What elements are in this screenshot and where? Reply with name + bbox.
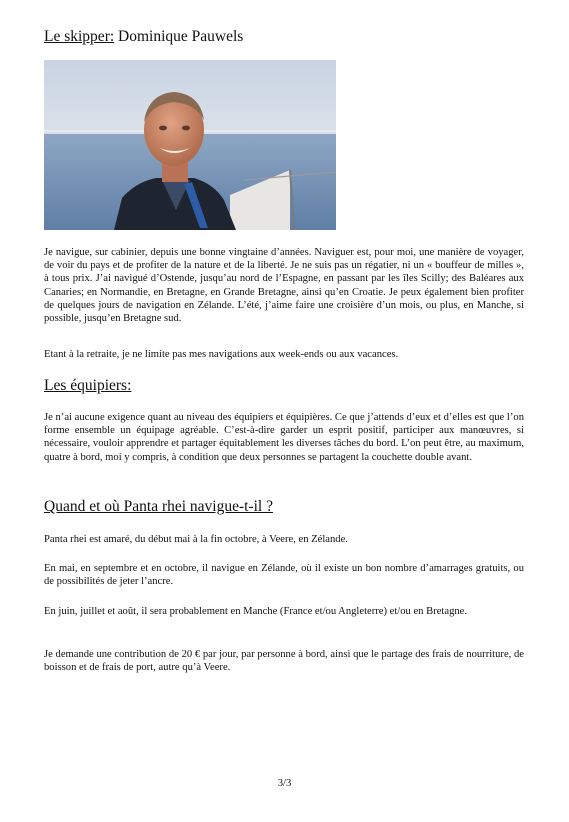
skipper-label: Le skipper: [44, 28, 115, 45]
skipper-heading [44, 28, 243, 46]
intro-retirement-line: Etant à la retraite, je ne limite pas mes navigations aux week-ends ou aux vacances. [44, 349, 399, 360]
skipper-photo [44, 60, 336, 230]
where-paragraph-1: Panta rhei est amaré, du début mai à la fin octobre, à Veere, en Zélande. [44, 534, 348, 545]
where-paragraph-4: Je demande une contribution de 20 € par jour, par personne à bord, ainsi que le partage des frais de nourriture, de boisson et de frais de port, autre qu’à Veere. [44, 649, 524, 674]
page-number: 3/3 [277, 778, 292, 789]
crew-heading: Les équipiers: [44, 377, 132, 394]
skipper-name: Dominique Pauwels [118, 28, 244, 45]
intro-paragraph: Je navigue, sur cabinier, depuis une bonne vingtaine d’années. Naviguer est, pour moi, une manière de voyager, de voir du pays et de profiter de la nature et de la liberté. Je ne suis pas un régatier, ni un « bouffeur de milles », à tous prix. J’ai navigué d’Ostende, jusqu’au nord de l’Espagne, en passant par les îles Scilly; des Baléares aux Canaries; en Normandie, en Bretagne, en Grande Bretagne, ainsi qu’en Croatie. Je peux également bien profiter de quelques jours de navigation en Zélande. L’été, j’aime faire une croisière d’un mois, ou plus, en Manche, si possible, jusqu’en Bretagne sud. [44, 247, 524, 325]
where-heading: Quand et où Panta rhei navigue-t-il ? [44, 498, 273, 515]
where-paragraph-2: En mai, en septembre et en octobre, il navigue en Zélande, où il existe un bon nombre d’amarrages gratuits, ou de possibilités de jeter l’ancre. [44, 563, 524, 588]
crew-paragraph: Je n’ai aucune exigence quant au niveau des équipiers et équipières. Ce que j’attends d’eux et d’elles est que l’on forme ensemble un équipage agréable. C’est-à-dire garder un esprit positif, participer aux manœuvres, si nécessaire, vouloir apprendre et partager équitablement les diverses tâches du bord. L’on peut être, au maximum, quatre à bord, moi y compris, à condition que deux personnes se partagent la couchette double avant. [44, 412, 524, 463]
where-paragraph-3: En juin, juillet et août, il sera probablement en Manche (France et/ou Angleterre) et/ou en Bretagne. [44, 606, 468, 617]
